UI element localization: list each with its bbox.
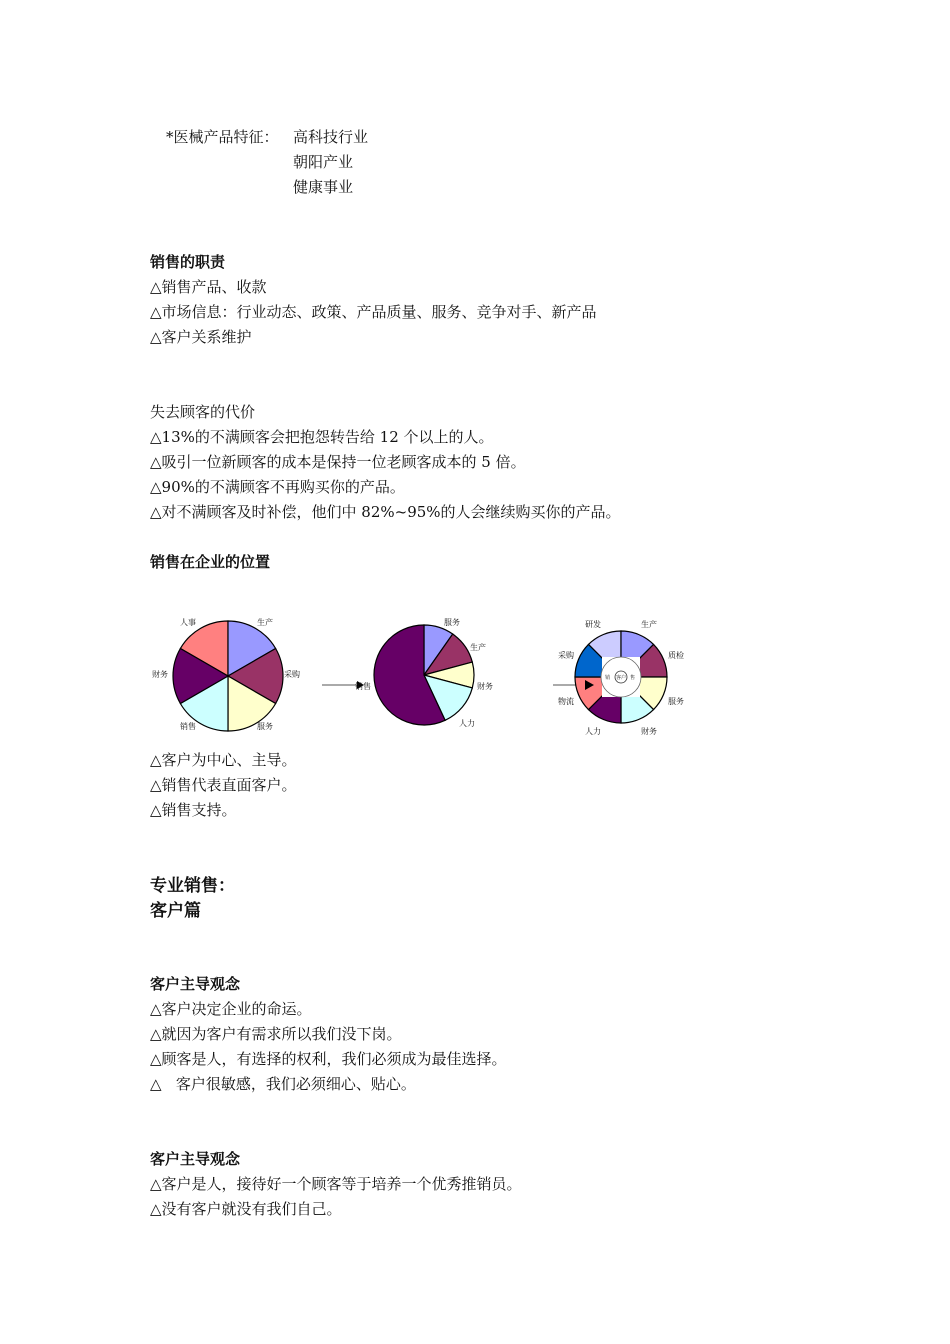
pie3-label-purchasing: 采购 xyxy=(558,651,574,660)
features-label: *医械产品特征： xyxy=(166,128,279,146)
position-item: △销售支持。 xyxy=(150,801,237,819)
pie1-label-production: 生产 xyxy=(257,618,273,627)
duty-item: △销售产品、收款 xyxy=(150,278,267,296)
position-heading: 销售在企业的位置 xyxy=(150,553,271,571)
org-diagrams xyxy=(0,610,950,760)
pie1-label-finance: 财务 xyxy=(152,670,168,679)
concept2-item: △客户是人，接待好一个顾客等于培养一个优秀推销员。 xyxy=(150,1175,522,1193)
concept1-heading: 客户主导观念 xyxy=(150,975,241,993)
pie2-label-finance: 财务 xyxy=(477,682,493,691)
pie3-label-service: 服务 xyxy=(668,697,684,706)
pie1-label-sales: 销售 xyxy=(180,722,196,731)
cost-item: △90%的不满顾客不再购买你的产品。 xyxy=(150,478,405,496)
cost-heading: 失去顾客的代价 xyxy=(150,403,256,421)
pie1-label-purchasing: 采购 xyxy=(284,670,300,679)
position-item: △销售代表直面客户。 xyxy=(150,776,297,794)
pie3-label-finance: 财务 xyxy=(641,727,657,736)
pie2-label-production: 生产 xyxy=(470,643,486,652)
duty-item: △客户关系维护 xyxy=(150,328,252,346)
concept1-item: △ 客户很敏感，我们必须细心、贴心。 xyxy=(150,1075,416,1093)
pie2-label-service: 服务 xyxy=(444,618,460,627)
pie2-label-hr: 人力 xyxy=(459,719,475,728)
pie3-label-rnd: 研发 xyxy=(585,620,601,629)
pie2-label-sales: 销售 xyxy=(355,682,371,691)
feature-item: 高科技行业 xyxy=(293,128,369,146)
position-item: △客户为中心、主导。 xyxy=(150,751,297,769)
concept1-item: △客户决定企业的命运。 xyxy=(150,1000,312,1018)
pro-subtitle: 客户篇 xyxy=(150,901,201,921)
concept1-item: △顾客是人，有选择的权利，我们必须成为最佳选择。 xyxy=(150,1050,507,1068)
pie3-label-qc: 质检 xyxy=(668,651,684,660)
pie3-label-production: 生产 xyxy=(641,620,657,629)
pie3-label-hr: 人力 xyxy=(585,727,601,736)
pie1-label-service: 服务 xyxy=(257,722,273,731)
duties-heading: 销售的职责 xyxy=(150,253,226,271)
pie3-center-right: 售 xyxy=(630,675,636,681)
concept1-item: △就因为客户有需求所以我们没下岗。 xyxy=(150,1025,402,1043)
pie3-center-left: 销 xyxy=(605,675,611,681)
pie3-label-logistics: 物流 xyxy=(558,697,574,706)
cost-item: △吸引一位新顾客的成本是保持一位老顾客成本的 5 倍。 xyxy=(150,453,526,471)
cost-item: △13%的不满顾客会把抱怨转告给 12 个以上的人。 xyxy=(150,428,494,446)
concept2-item: △没有客户就没有我们自己。 xyxy=(150,1200,342,1218)
concept2-heading: 客户主导观念 xyxy=(150,1150,241,1168)
pie1-label-hr: 人事 xyxy=(180,618,196,627)
duty-item: △市场信息：行业动态、政策、产品质量、服务、竞争对手、新产品 xyxy=(150,303,597,321)
pie3-center-customer: 客户 xyxy=(616,675,627,681)
feature-item: 朝阳产业 xyxy=(293,153,354,171)
feature-item: 健康事业 xyxy=(293,178,354,196)
pro-title: 专业销售： xyxy=(150,876,235,896)
cost-item: △对不满顾客及时补偿，他们中 82%~95%的人会继续购买你的产品。 xyxy=(150,503,621,521)
